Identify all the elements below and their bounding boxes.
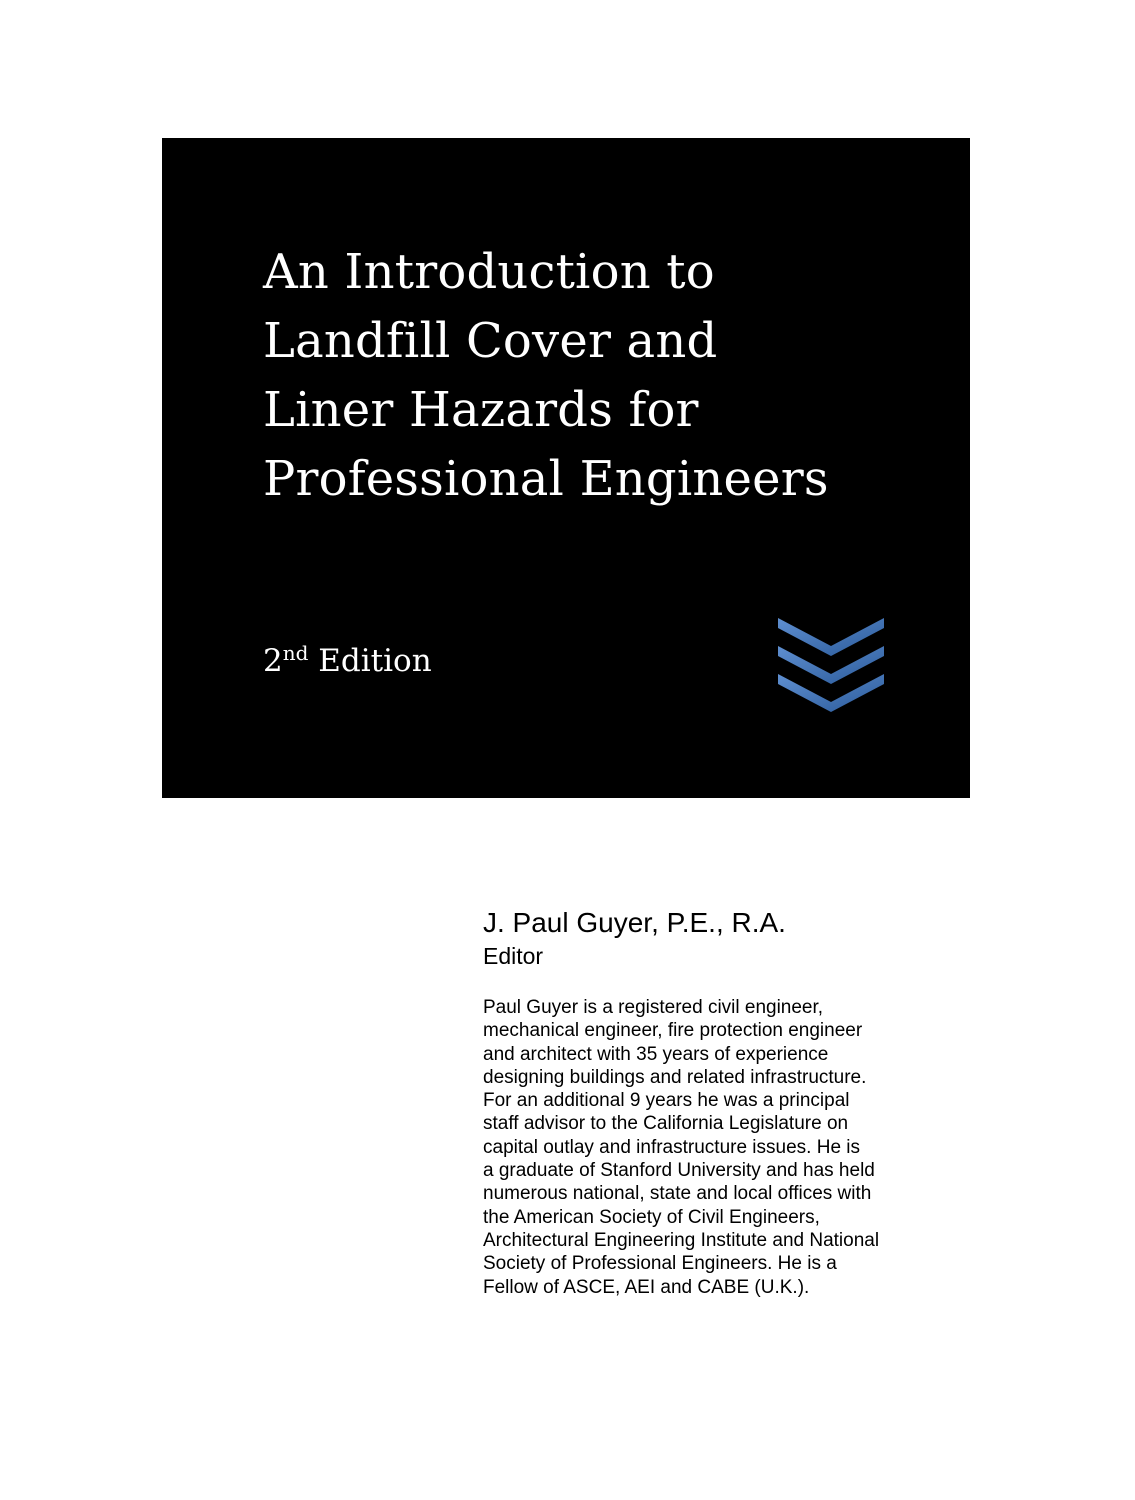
- bio-line: the American Society of Civil Engineers,: [483, 1206, 820, 1228]
- bio-line: staff advisor to the California Legislature on: [483, 1113, 849, 1135]
- triple-chevron-down-icon: [776, 616, 886, 720]
- title-line-3: Liner Hazards for: [263, 382, 699, 438]
- bio-line: Paul Guyer is a registered civil engineer,: [483, 997, 824, 1018]
- bio-line: Architectural Engineering Institute and National: [483, 1229, 880, 1251]
- bio-line: mechanical engineer, fire protection engineer: [483, 1020, 863, 1042]
- title-line-1: An Introduction to: [263, 244, 715, 300]
- title-line-4: Professional Engineers: [263, 451, 829, 507]
- bio-line: a graduate of Stanford University and has held: [483, 1160, 875, 1182]
- bio-line: Fellow of ASCE, AEI and CABE (U.K.).: [483, 1276, 810, 1298]
- author-name: J. Paul Guyer, P.E., R.A.: [483, 907, 786, 938]
- edition-label: [263, 641, 432, 681]
- author-bio: [483, 996, 923, 1299]
- author-block: [483, 904, 953, 970]
- bio-line: capital outlay and infrastructure issues. He is: [483, 1136, 861, 1158]
- bio-line: numerous national, state and local offices with: [483, 1183, 872, 1205]
- bio-line: Society of Professional Engineers. He is a: [483, 1253, 837, 1275]
- edition-suffix: nd: [282, 641, 309, 665]
- cover-panel: [162, 138, 970, 798]
- chevron-top: [778, 618, 884, 656]
- book-title: [263, 238, 943, 514]
- bio-line: For an additional 9 years he was a principal: [483, 1090, 850, 1112]
- bio-line: designing buildings and related infrastructure.: [483, 1066, 867, 1088]
- edition-number: 2: [263, 643, 283, 679]
- edition-word: Edition: [318, 643, 432, 679]
- title-line-2: Landfill Cover and: [263, 313, 718, 369]
- bio-line: and architect with 35 years of experience: [483, 1043, 829, 1065]
- author-role: Editor: [483, 943, 544, 969]
